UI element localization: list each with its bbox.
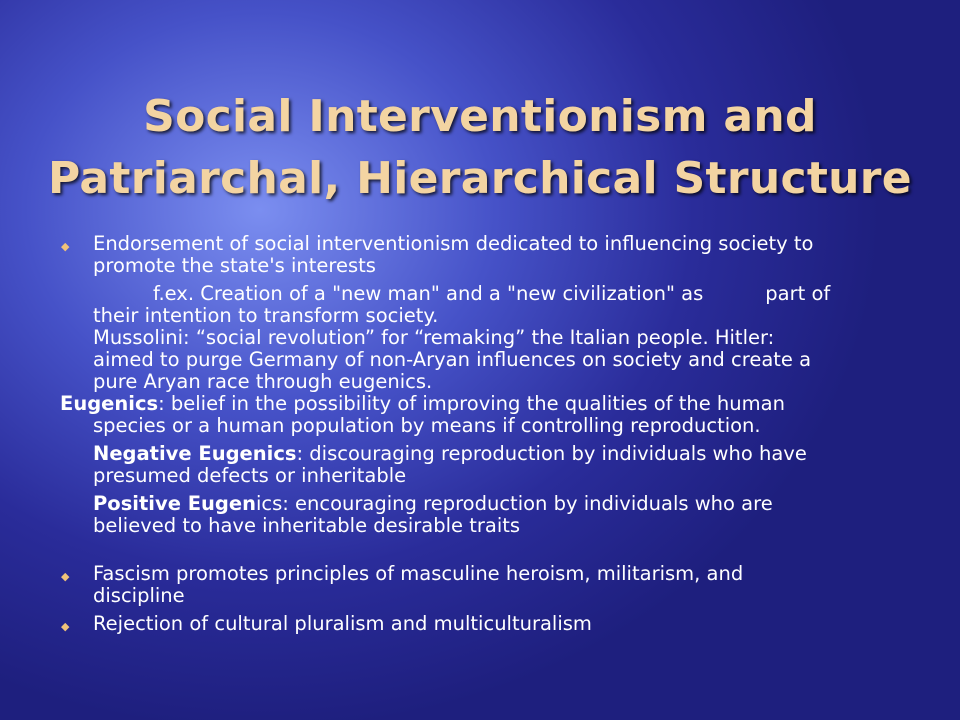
definition-line: presumed defects or inheritable (93, 464, 407, 487)
example-line: Mussolini: “social revolution” for “remaking” the Italian people. Hitler: (93, 326, 775, 349)
definition-line (60, 393, 910, 415)
bullet-text: Rejection of cultural pluralism and multiculturalism (93, 612, 592, 635)
diamond-bullet-icon: ◆ (61, 620, 70, 633)
definition-text: ics: encouraging reproduction by individuals who are (255, 492, 773, 515)
bullet-fascism-principles (60, 563, 910, 607)
bullet-text: Fascism promotes principles of masculine heroism, militarism, and (93, 562, 744, 585)
bullet-text: discipline (93, 584, 185, 607)
example-text: part of (765, 282, 831, 305)
example-line: aimed to purge Germany of non-Aryan influences on society and create a (93, 348, 812, 371)
bullet-social-interventionism (60, 233, 910, 277)
example-line (93, 283, 910, 305)
eugenics-term: Eugenics (60, 392, 159, 415)
slide-title (30, 86, 930, 210)
definition-line (93, 493, 910, 515)
example-line: their intention to transform society. (93, 304, 439, 327)
definition-line (93, 443, 910, 465)
example-line: pure Aryan race through eugenics. (93, 370, 433, 393)
definition-line: believed to have inheritable desirable traits (93, 514, 521, 537)
example-paragraph (60, 283, 910, 393)
bullet-rejection-pluralism (60, 613, 910, 635)
definition-text: : belief in the possibility of improving the qualities of the human (158, 392, 785, 415)
definition-line: species or a human population by means if controlling reproduction. (93, 414, 761, 437)
example-text: f.ex. Creation of a "new man" and a "new civilization" as (153, 282, 704, 305)
title-line-1: Social Interventionism and (143, 91, 817, 142)
positive-eugenics-term: Positive Eugen (93, 492, 256, 515)
title-line-2: Patriarchal, Hierarchical Structure (48, 153, 912, 204)
diamond-bullet-icon: ◆ (61, 240, 70, 253)
slide-body (60, 233, 910, 635)
negative-eugenics-definition (60, 443, 910, 487)
bullet-text: promote the state's interests (93, 254, 376, 277)
positive-eugenics-definition (60, 493, 910, 537)
bullet-text: Endorsement of social interventionism dedicated to influencing society to (93, 232, 814, 255)
definition-text: : discouraging reproduction by individuals who have (296, 442, 807, 465)
negative-eugenics-term: Negative Eugenics (93, 442, 297, 465)
eugenics-definition (60, 393, 910, 437)
diamond-bullet-icon: ◆ (61, 570, 70, 583)
